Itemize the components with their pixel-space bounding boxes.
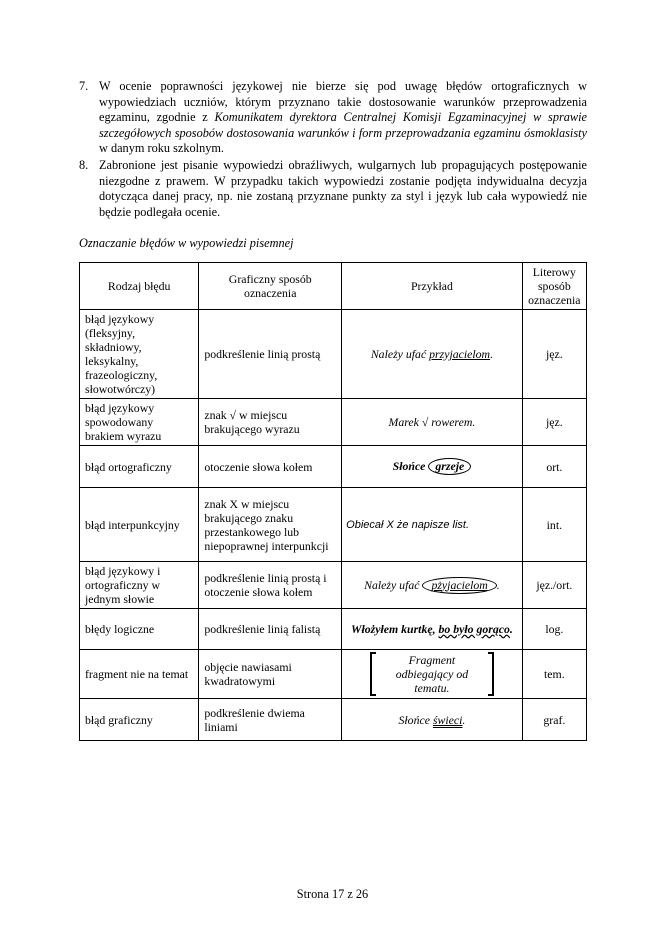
letter-marking: ort. [522, 446, 586, 488]
rule-text: w danym roku szkolnym. [99, 141, 225, 156]
double-underlined-word: świeci [432, 712, 463, 727]
error-type: błąd językowy spowodowany brakiem wyrazu [80, 399, 199, 446]
graphic-marking: znak √ w miejscu brakującego wyrazu [199, 399, 342, 446]
error-type: błąd interpunkcyjny [80, 488, 199, 562]
header-letter-marking: Literowy sposób oznaczenia [522, 263, 586, 310]
table-row [80, 399, 587, 446]
error-type: błędy logiczne [80, 609, 199, 650]
bracketed-fragment: Fragment odbiegający od tematu. [370, 652, 494, 696]
table-row [80, 446, 587, 488]
table-row [80, 609, 587, 650]
graphic-marking: podkreślenie linią prostą [199, 310, 342, 399]
rule-number: 7. [79, 79, 89, 93]
letter-marking: graf. [522, 699, 586, 741]
table-title: Oznaczanie błędów w wypowiedzi pisemnej [79, 236, 294, 250]
circled-word: grzeje [428, 458, 471, 475]
letter-marking: int. [522, 488, 586, 562]
graphic-marking: objęcie nawiasami kwadratowymi [199, 650, 342, 699]
error-type: błąd graficzny [80, 699, 199, 741]
page-footer: Strona 17 z 26 [296, 887, 369, 901]
rule-text-italic: Komunikatem dyrektora Centralnej Komisji Egzaminacyjnej w sprawie szczegółowych sposobów dostosowania warunków i form przeprowadzania egzaminu ósmoklasisty [99, 110, 587, 140]
header-example: Przykład [342, 263, 523, 310]
rule-text: Zabronione jest pisanie wypowiedzi obraźliwych, wulgarnych lub propagujących postępowanie niezgodne z prawem. W przypadku takich wypowiedzi zostanie podjęta indywidualna decyzja dotycząca danej pracy, np. nie zostaną przyznane punkty za styl i język lub cała wypowiedź nie będzie podlegała ocenie. [99, 157, 587, 219]
example: Włożyłem kurtkę, bo było gorąco. [342, 609, 523, 650]
table-row [80, 488, 587, 562]
letter-marking: tem. [522, 650, 586, 699]
letter-marking: jęz. [522, 399, 586, 446]
error-type: fragment nie na temat [80, 650, 199, 699]
graphic-marking: podkreślenie dwiema liniami [199, 699, 342, 741]
error-type: błąd językowy i ortograficzny w jednym słowie [80, 562, 199, 609]
letter-marking: log. [522, 609, 586, 650]
error-type: błąd ortograficzny [80, 446, 199, 488]
circled-underlined-word: pżyjacielom [422, 577, 496, 594]
rule-item [79, 158, 587, 220]
example: Marek √ rowerem. [342, 399, 523, 446]
header-error-type: Rodzaj błędu [80, 263, 199, 310]
graphic-marking: podkreślenie linią prostą i otoczenie słowa kołem [199, 562, 342, 609]
wavy-underlined-phrase: bo było gorąco [438, 622, 510, 636]
letter-marking: jęz. [522, 310, 586, 399]
rule-item [79, 79, 587, 157]
table-row [80, 562, 587, 609]
example: Należy ufać pżyjacielom . [342, 562, 523, 609]
example [342, 650, 523, 699]
table-row [80, 310, 587, 399]
letter-marking: jęz./ort. [522, 562, 586, 609]
error-marking-table [79, 262, 587, 741]
example: Należy ufać przyjacielom. [342, 310, 523, 399]
example: Obiecał X że napisze list. [342, 488, 523, 562]
rule-text: W ocenie poprawności językowej nie bierze się pod uwagę błędów ortograficznych w wypowiedziach uczniów, którym przyznano takie dostosowanie warunków przeprowadzenia egzaminu, zgodnie z [99, 79, 587, 125]
table-row [80, 699, 587, 741]
graphic-marking: otoczenie słowa kołem [199, 446, 342, 488]
example: Słońce grzeje [342, 446, 523, 488]
table-header-row [80, 263, 587, 310]
table-row [80, 650, 587, 699]
graphic-marking: znak X w miejscu brakującego znaku przestankowego lub niepoprawnej interpunkcji [199, 488, 342, 562]
graphic-marking: podkreślenie linią falistą [199, 609, 342, 650]
error-type: błąd językowy (fleksyjny, składniowy, leksykalny, frazeologiczny, słowotwórczy) [80, 310, 199, 399]
example: Słońce świeci. [342, 699, 523, 741]
rules-list [79, 79, 587, 220]
underlined-word: przyjacielom [429, 347, 491, 361]
rule-number: 8. [79, 157, 89, 172]
header-graphic-marking: Graficzny sposób oznaczenia [199, 263, 342, 310]
